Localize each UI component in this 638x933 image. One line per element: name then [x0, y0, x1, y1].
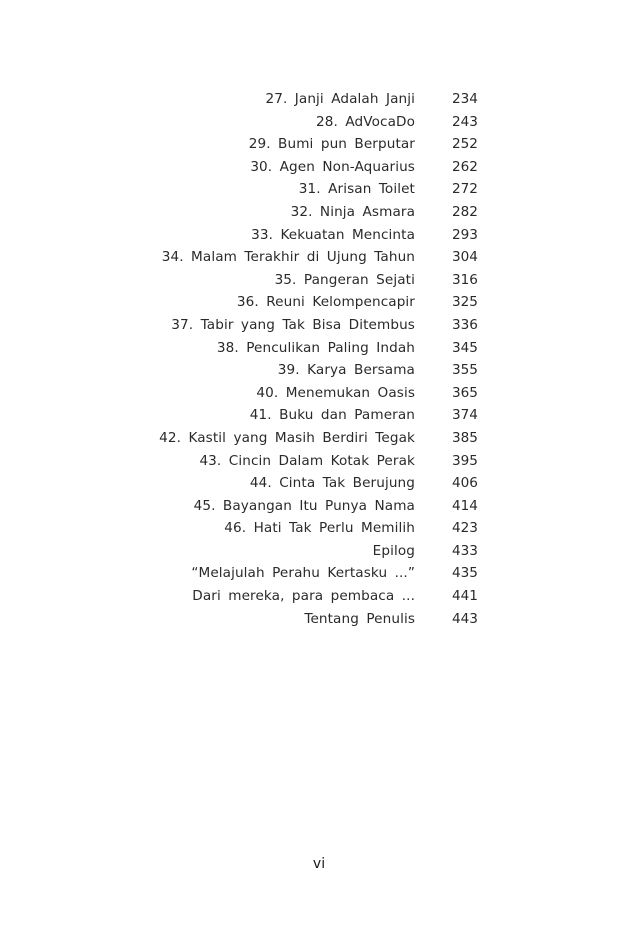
toc-entry	[0, 224, 638, 247]
toc-page-number: 423	[452, 520, 478, 537]
toc-title: 44. Cinta Tak Berujung	[249, 475, 415, 492]
toc-title: 40. Menemukan Oasis	[256, 384, 415, 401]
toc-title: Epilog	[372, 542, 415, 559]
toc-title: 33. Kekuatan Mencinta	[251, 226, 415, 243]
toc-page-number: 355	[452, 362, 478, 379]
toc-page-number: 433	[452, 542, 478, 559]
toc-title: 37. Tabir yang Tak Bisa Ditembus	[171, 316, 415, 333]
toc-title: 36. Reuni Kelompencapir	[236, 294, 415, 311]
toc-page-number: 406	[452, 475, 478, 492]
toc-entry	[0, 608, 638, 631]
toc-entry	[0, 314, 638, 337]
page-number: vi	[312, 856, 326, 872]
toc-entry	[0, 269, 638, 292]
toc-entry	[0, 495, 638, 518]
toc-page-number: 262	[452, 158, 478, 175]
toc-page-number: 252	[452, 136, 478, 153]
toc-page-number: 435	[452, 565, 478, 582]
toc-page-number: 336	[452, 316, 478, 333]
toc-title: “Melajulah Perahu Kertasku ...”	[191, 565, 415, 582]
toc-entry	[0, 201, 638, 224]
toc-entry	[0, 156, 638, 179]
toc-page-number: 234	[452, 91, 478, 107]
toc-page-number: 272	[452, 181, 478, 198]
toc-page-number: 385	[452, 429, 478, 446]
toc-entry	[0, 291, 638, 314]
toc-entry	[0, 88, 638, 111]
toc-entry	[0, 359, 638, 382]
toc-title: 41. Buku dan Pameran	[249, 407, 415, 424]
toc-title: 39. Karya Bersama	[277, 362, 415, 379]
table-of-contents	[0, 88, 638, 630]
toc-entry	[0, 404, 638, 427]
toc-title: Dari mereka, para pembaca ...	[192, 588, 415, 605]
toc-entry	[0, 246, 638, 269]
toc-page-number: 441	[452, 588, 478, 605]
toc-entry	[0, 111, 638, 134]
toc-title: 32. Ninja Asmara	[290, 203, 415, 220]
toc-page-number: 395	[452, 452, 478, 469]
toc-title: 35. Pangeran Sejati	[274, 271, 415, 288]
toc-page-number: 293	[452, 226, 478, 243]
toc-page-number: 316	[452, 271, 478, 288]
toc-page-number: 325	[452, 294, 478, 311]
toc-entry	[0, 472, 638, 495]
toc-page-number: 365	[452, 384, 478, 401]
toc-page-number: 282	[452, 203, 478, 220]
toc-title: 38. Penculikan Paling Indah	[216, 339, 415, 356]
toc-entry	[0, 133, 638, 156]
toc-title: 46. Hati Tak Perlu Memilih	[224, 520, 415, 537]
toc-entry	[0, 337, 638, 360]
toc-page-number: 374	[452, 407, 478, 424]
toc-entry	[0, 450, 638, 473]
toc-page-number: 414	[452, 497, 478, 514]
toc-title: 30. Agen Non-Aquarius	[250, 158, 415, 175]
toc-entry	[0, 540, 638, 563]
toc-title: 31. Arisan Toilet	[298, 181, 415, 198]
toc-page-number: 345	[452, 339, 478, 356]
toc-title: 29. Bumi pun Berputar	[248, 136, 415, 153]
toc-title: 43. Cincin Dalam Kotak Perak	[199, 452, 415, 469]
toc-title: 42. Kastil yang Masih Berdiri Tegak	[159, 429, 415, 446]
toc-title: 34. Malam Terakhir di Ujung Tahun	[161, 249, 415, 266]
toc-entry	[0, 562, 638, 585]
toc-entry	[0, 585, 638, 608]
toc-page-number: 304	[452, 249, 478, 266]
toc-entry	[0, 427, 638, 450]
toc-entry	[0, 178, 638, 201]
toc-page-number: 243	[452, 113, 478, 130]
toc-entry	[0, 517, 638, 540]
toc-title: 28. AdVocaDo	[316, 113, 415, 130]
toc-title: 27. Janji Adalah Janji	[265, 91, 415, 107]
toc-title: 45. Bayangan Itu Punya Nama	[193, 497, 415, 514]
toc-entry	[0, 382, 638, 405]
toc-page-number: 443	[452, 610, 478, 627]
toc-title: Tentang Penulis	[304, 610, 415, 627]
